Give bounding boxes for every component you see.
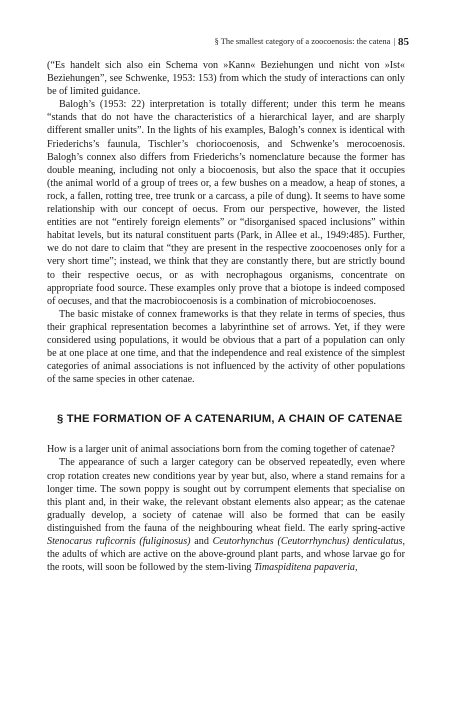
paragraph-5-text-a: The appearance of such a larger category can be observed repeatedly, even where crop rotation creates new conditions year by year but, also, where a stand remains for a longer time. The sown poppy is sought out by corrumpent elements that specialise on this plant and, in their wake, the relevant obstant elements also appear; as the catenae gradually develop, a society of catenae will also be formed that can be easily distinguished from the fauna of the neighbouring wheat field. The early spring-active [47, 457, 405, 534]
page-number: 85 [398, 36, 409, 48]
paragraph-5 [47, 456, 405, 574]
running-title: § The smallest category of a zoocoenosis: the catena [214, 37, 391, 46]
paragraph-3: The basic mistake of connex frameworks is that they relate in terms of species, thus their graphical representation becomes a labyrinthine set of arrows. Yet, if they were considered using populations, it would be obvious that a part of a population can only be at one place at one time, and that the independence and real existence of the simplest categories of animal associations is not influenced by the activity of other populations of the same species in other catenae. [47, 308, 405, 386]
species-name-ceutorhynchus: Ceutorhynchus (Ceutorrhynchus) denticulatus [212, 536, 403, 547]
paragraph-1: (“Es handelt sich also ein Schema von »Kann« Beziehungen und nicht von »Ist« Beziehungen”, see Schwenke, 1953: 153) from which the study of interactions can only be of limited guidance. [47, 60, 405, 98]
paragraph-4: How is a larger unit of animal associations born from the coming together of catenae? [47, 444, 395, 456]
header-separator: | [393, 37, 395, 46]
paragraph-2: Balogh’s (1953: 22) interpretation is totally different; under this term he means “stands that do not have the characteristics of a hierarchical layer, and are sharply different smaller units”. In the lights of his examples, Balogh’s connex is identical with Friederichs’s faunula, Tischler’s choriocoenosis, and Schwenke’s merocoenosis. Balogh’s connex also differs from Friederichs’s nomenclature because the former has double meaning, including not only a biocoenosis, but also the space that it occupies (the animal world of a group of trees or, a few bushes on a meadow, a heap of stones, a rock, a fallen, rotting tree, tree trunk or a carcass, a pile of dung). It seems to have some relationship with our concept of oecus. From our perspective, however, the listed entities are not “entirely foreign elements” or “disorganised spaced inclusions” within habitat levels, but its natural constituent parts (Park, in Allee et al., 1949:485). Further, we do not dare to claim that “they are present in the respective zoocoenoses only for a very short time”; instead, we think that they are constantly there, but are strictly bound to their respective oecus, or as with necrophagous organisms, concentrate on appropriate food source. These examples only prove that a biotope is indeed composed of oecuses, and that the macrobiocoenosis is a combination of microbiocoenoses. [47, 99, 405, 307]
section-heading: § THE FORMATION OF A CATENARIUM, A CHAIN OF CATENAE [57, 413, 403, 426]
species-name-stenocarus: Stenocarus ruficornis (fuliginosus) [47, 536, 191, 547]
paragraph-5-text-c: , the adults of which are active on the above-ground plant parts, and whose larvae go for the roots, will soon be followed by the stem-living [47, 536, 406, 574]
running-header [215, 36, 409, 48]
species-name-timaspiditena: Timaspiditena papaveria, [253, 562, 358, 574]
body-text [47, 59, 405, 574]
paragraph-5-text-b: and [190, 536, 213, 547]
